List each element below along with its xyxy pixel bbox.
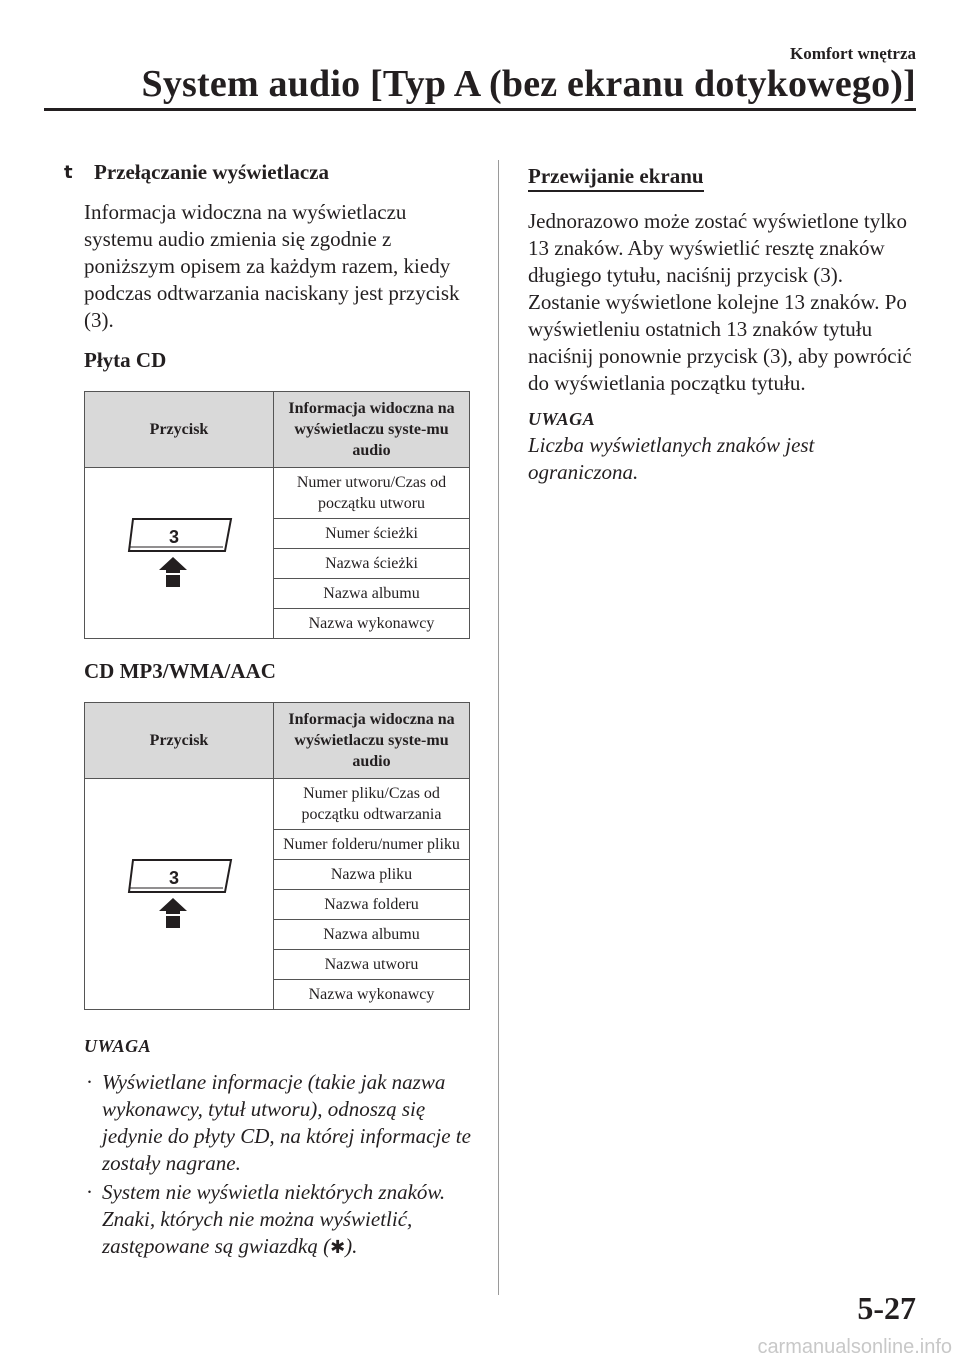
intro-paragraph: Informacja widoczna na wyświetlaczu systemu audio zmienia się zgodnie z poniższym opisem za każdym razem, kiedy podczas odtwarzania naciskany jest przycisk (3).	[84, 200, 460, 332]
cd-info-cell: Nazwa ścieżki	[274, 549, 470, 579]
mp3-info-cell: Numer pliku/Czas od początku odtwarzania	[274, 779, 470, 830]
header-rule	[44, 108, 916, 111]
cd-col-button: Przycisk	[85, 392, 274, 468]
note-item: · System nie wyświetla niektórych znaków. Znaki, których nie można wyświetlić, zastępowane są gwiazdką (✱).	[86, 1180, 446, 1258]
mp3-info-cell: Nazwa utworu	[274, 950, 470, 980]
cd-button-cell	[85, 468, 274, 639]
note-list	[84, 1069, 474, 1261]
mp3-col-info: Informacja widoczna na wyświetlaczu syste-mu audio	[274, 703, 470, 779]
mp3-heading: CD MP3/WMA/AAC	[84, 659, 276, 683]
cd-col-info: Informacja widoczna na wyświetlaczu syste-mu audio	[274, 392, 470, 468]
mp3-info-cell: Nazwa albumu	[274, 920, 470, 950]
right-note-label: UWAGA	[528, 409, 596, 429]
mp3-info-cell: Nazwa folderu	[274, 890, 470, 920]
cd-table	[84, 391, 470, 639]
button-3-icon	[123, 515, 235, 591]
section-heading	[64, 160, 474, 185]
mp3-button-cell	[85, 779, 274, 1010]
cd-heading: Płyta CD	[84, 348, 167, 372]
mp3-table	[84, 702, 470, 1010]
svg-text:3: 3	[168, 868, 180, 888]
svg-text:3: 3	[168, 527, 180, 547]
mp3-col-button: Przycisk	[85, 703, 274, 779]
cd-info-cell: Nazwa wykonawcy	[274, 609, 470, 639]
note-label: UWAGA	[84, 1036, 152, 1056]
mp3-info-cell: Numer folderu/numer pliku	[274, 830, 470, 860]
scroll-heading: Przewijanie ekranu	[528, 164, 704, 192]
cd-row	[85, 468, 470, 519]
column-divider	[498, 160, 499, 1295]
right-column	[528, 160, 918, 486]
cd-info-cell: Nazwa albumu	[274, 579, 470, 609]
section-title: Przełączanie wyświetlacza	[94, 160, 329, 184]
left-column	[64, 160, 474, 1263]
cd-info-cell: Numer utworu/Czas od początku utworu	[274, 468, 470, 519]
mp3-info-cell: Nazwa pliku	[274, 860, 470, 890]
right-note-text: Liczba wyświetlanych znaków jest ograniczona.	[528, 433, 815, 484]
cd-info-cell: Numer ścieżki	[274, 519, 470, 549]
page-number: 5-27	[857, 1290, 916, 1326]
page-title: System audio [Typ A (bez ekranu dotykowego)]	[141, 63, 916, 105]
watermark: carmanualsonline.info	[757, 1336, 952, 1358]
note-item-text: Wyświetlane informacje (takie jak nazwa wykonawcy, tytuł utworu), odnoszą się jedynie do płyty CD, na której informacje te zostały nagrane.	[102, 1070, 471, 1175]
mp3-row	[85, 779, 470, 830]
note-item-text: System nie wyświetla niektórych znaków. Znaki, których nie można wyświetlić, zastępowane są gwiazdką (	[102, 1180, 446, 1258]
section-marker-icon: t	[64, 162, 73, 183]
note-item: · Wyświetlane informacje (takie jak nazwa wykonawcy, tytuł utworu), odnoszą się jedynie do płyty CD, na której informacje te zostały nagrane.	[86, 1070, 471, 1175]
note-item-closing: ).	[345, 1234, 358, 1258]
header-section: Komfort wnętrza	[789, 44, 916, 63]
mp3-info-cell: Nazwa wykonawcy	[274, 980, 470, 1010]
asterisk-icon: ✱	[330, 1237, 346, 1258]
scroll-paragraph: Jednorazowo może zostać wyświetlone tylko 13 znaków. Aby wyświetlić resztę znaków długiego tytułu, naciśnij przycisk (3). Zostanie wyświetlone kolejne 13 znaków. Po wyświetleniu ostatnich 13 znaków tytułu naciśnij ponownie przycisk (3), aby powrócić do wyświetlania początku tytułu.	[528, 209, 912, 395]
button-3-icon	[123, 856, 235, 932]
